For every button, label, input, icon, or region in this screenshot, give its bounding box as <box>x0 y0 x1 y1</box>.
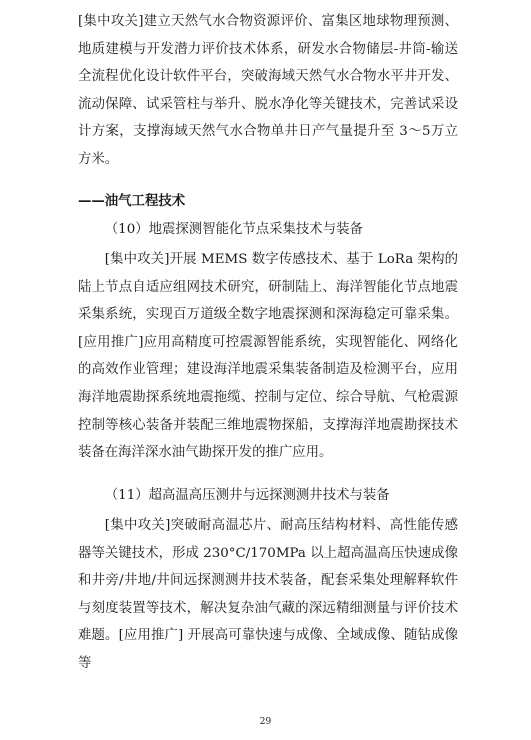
item-11-title: （11）超高温高压测井与远探测测井技术与装备 <box>104 488 390 503</box>
item-11-body: [集中攻关]突破耐高温芯片、耐高压结构材料、高性能传感器等关键技术，形成 230°C/170MPa 以上超高温高压快速成像和井旁/井地/井间远探测测井技术装备，配套采集处理解释软件与刻度装置等技术，解决复杂油气藏的深远精细测量与评价技术难题。[应用推广] 开展高可靠快速与成像、全域成像、随钻成像等 <box>78 518 458 671</box>
section-heading-oil-gas-engineering: ——油气工程技术 <box>78 194 186 209</box>
paragraph-hydrate-development: [集中攻关]建立天然气水合物资源评价、富集区地球物理预测、地质建模与开发潜力评价技术体系，研发水合物储层-井筒-输送全流程优化设计软件平台，突破海域天然气水合物水平井开发、流动保障、试采管柱与举升、脱水净化等关键技术，完善试采设计方案，支撑海域天然气水合物单井日产气量提升至 3～5万立方米。 <box>78 14 458 167</box>
page-number: 29 <box>259 717 272 727</box>
item-10-body: [集中攻关]开展 MEMS 数字传感技术、基于 LoRa 架构的陆上节点自适应组网技术研究，研制陆上、海洋智能化节点地震采集系统，实现百万道级全数字地震探测和深海稳定可靠采集。[应用推广]应用高精度可控震源智能系统，实现智能化、网络化的高效作业管理；建设海洋地震采集装备制造及检测平台，应用海洋地震勘探系统地震拖缆、控制与定位、综合导航、气枪震源控制等核心装备并装配三维地震物探船，支撑海洋地震勘探技术装备在海洋深水油气勘探开发的推广应用。 <box>78 252 458 461</box>
item-10-title: （10）地震探测智能化节点采集技术与装备 <box>104 222 363 237</box>
